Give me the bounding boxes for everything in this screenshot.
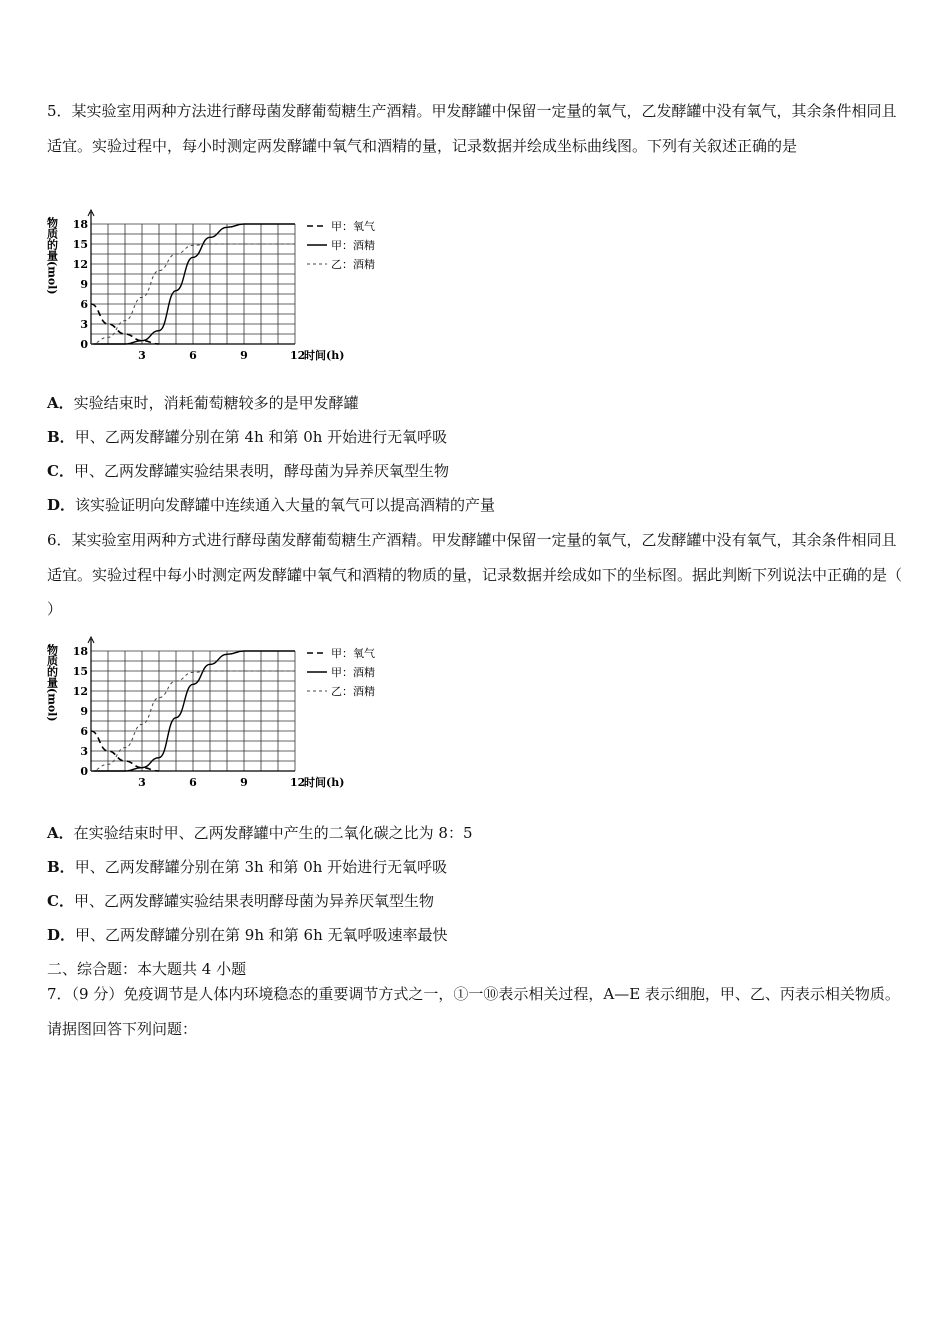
chart-q6-svg bbox=[44, 632, 394, 792]
chart-q6 bbox=[44, 632, 394, 796]
question-6-text: 某实验室用两种方式进行酵母菌发酵葡萄糖生产酒精。甲发酵罐中保留一定量的氧气，乙发酵罐中没有氧气，其余条件相同且适宜。实验过程中每小时测定两发酵罐中氧气和酒精的物质的量，记录数据并绘成如下的坐标图。据此判断下列说法中正确的是（ ） bbox=[47, 531, 903, 618]
question-5-stem bbox=[47, 94, 907, 163]
x-tick-label: 3 bbox=[138, 776, 146, 789]
x-tick-label: 12 bbox=[290, 349, 306, 362]
x-tick-label: 3 bbox=[138, 349, 146, 362]
y-tick-label: 12 bbox=[72, 258, 88, 271]
x-tick-label: 6 bbox=[189, 349, 197, 362]
legend-label: 甲：酒精 bbox=[331, 666, 375, 679]
y-tick-label: 15 bbox=[72, 238, 88, 251]
y-tick-label: 15 bbox=[72, 665, 88, 678]
y-tick-label: 3 bbox=[80, 745, 88, 758]
q5-option-c[interactable] bbox=[47, 461, 449, 481]
option-text: 甲、乙两发酵罐实验结果表明酵母菌为异养厌氧型生物 bbox=[73, 892, 434, 910]
y-tick-label: 0 bbox=[80, 338, 88, 351]
y-tick-label: 12 bbox=[72, 685, 88, 698]
y-tick-label: 9 bbox=[80, 705, 88, 718]
q6-option-c[interactable] bbox=[47, 891, 434, 911]
x-tick-label: 6 bbox=[189, 776, 197, 789]
q5-option-b[interactable] bbox=[47, 427, 447, 447]
option-letter: C． bbox=[47, 892, 74, 910]
y-tick-label: 0 bbox=[80, 765, 88, 778]
y-tick-label: 18 bbox=[72, 218, 88, 231]
q6-option-d[interactable] bbox=[47, 925, 448, 945]
x-axis-label: 时间(h) bbox=[304, 349, 345, 362]
question-5-number: 5． bbox=[47, 102, 72, 120]
option-letter: B． bbox=[47, 428, 75, 446]
option-text: 在实验结束时甲、乙两发酵罐中产生的二氧化碳之比为 8：5 bbox=[73, 824, 473, 842]
x-tick-label: 12 bbox=[290, 776, 306, 789]
legend-label: 乙：酒精 bbox=[331, 685, 375, 698]
option-letter: D． bbox=[47, 926, 76, 944]
legend-label: 甲：酒精 bbox=[331, 239, 375, 252]
option-text: 该实验证明向发酵罐中连续通入大量的氧气可以提高酒精的产量 bbox=[75, 496, 496, 514]
y-tick-label: 3 bbox=[80, 318, 88, 331]
section-2-title: 二、综合题：本大题共 4 小题 bbox=[47, 960, 247, 978]
y-axis-label: 物质的量(mol) bbox=[45, 644, 59, 722]
legend-label: 甲：氧气 bbox=[331, 647, 375, 660]
question-5-text: 某实验室用两种方法进行酵母菌发酵葡萄糖生产酒精。甲发酵罐中保留一定量的氧气，乙发酵罐中没有氧气，其余条件相同且适宜。实验过程中，每小时测定两发酵罐中氧气和酒精的量，记录数据并绘成坐标曲线图。下列有关叙述正确的是 bbox=[47, 102, 897, 155]
question-6-stem bbox=[47, 523, 907, 627]
option-letter: B． bbox=[47, 858, 75, 876]
legend-label: 甲：氧气 bbox=[331, 220, 375, 233]
question-7-text: （9 分）免疫调节是人体内环境稳态的重要调节方式之一，①一⑩表示相关过程，A—E 表示细胞，甲、乙、丙表示相关物质。请据图回答下列问题： bbox=[47, 985, 900, 1038]
x-tick-label: 9 bbox=[240, 349, 248, 362]
y-tick-label: 6 bbox=[80, 298, 88, 311]
y-axis-label: 物质的量(mol) bbox=[45, 217, 59, 295]
option-letter: C． bbox=[47, 462, 74, 480]
q5-option-a[interactable] bbox=[47, 393, 359, 413]
y-tick-label: 18 bbox=[72, 645, 88, 658]
q6-option-b[interactable] bbox=[47, 857, 447, 877]
q6-option-a[interactable] bbox=[47, 823, 473, 843]
option-letter: A． bbox=[47, 394, 74, 412]
question-7-number: 7． bbox=[47, 985, 72, 1003]
y-tick-label: 9 bbox=[80, 278, 88, 291]
option-text: 甲、乙两发酵罐实验结果表明，酵母菌为异养厌氧型生物 bbox=[73, 462, 449, 480]
x-tick-label: 9 bbox=[240, 776, 248, 789]
option-text: 甲、乙两发酵罐分别在第 3h 和第 0h 开始进行无氧呼吸 bbox=[74, 858, 448, 876]
option-letter: A． bbox=[47, 824, 74, 842]
question-7-stem bbox=[47, 977, 907, 1046]
question-6-number: 6． bbox=[47, 531, 72, 549]
chart-q5-svg bbox=[44, 205, 394, 365]
chart-q5 bbox=[44, 205, 394, 369]
option-text: 甲、乙两发酵罐分别在第 9h 和第 6h 无氧呼吸速率最快 bbox=[75, 926, 448, 944]
legend-label: 乙：酒精 bbox=[331, 258, 375, 271]
option-letter: D． bbox=[47, 496, 76, 514]
option-text: 甲、乙两发酵罐分别在第 4h 和第 0h 开始进行无氧呼吸 bbox=[74, 428, 448, 446]
q5-option-d[interactable] bbox=[47, 495, 495, 515]
x-axis-label: 时间(h) bbox=[304, 776, 345, 789]
option-text: 实验结束时，消耗葡萄糖较多的是甲发酵罐 bbox=[73, 394, 359, 412]
y-tick-label: 6 bbox=[80, 725, 88, 738]
